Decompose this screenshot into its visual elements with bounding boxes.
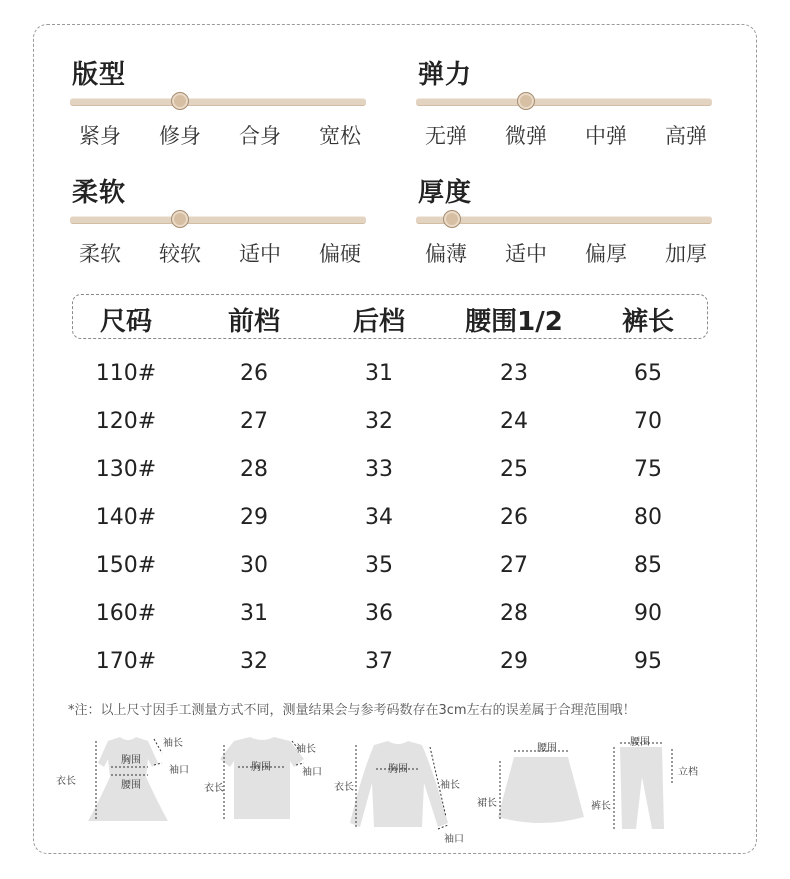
level-label: 微弹 xyxy=(505,124,547,148)
table-cell: 160# xyxy=(95,601,157,626)
table-cell: 170# xyxy=(95,649,157,674)
pants-rise-label: 立档 xyxy=(678,767,698,778)
slider-knob xyxy=(171,210,189,228)
table-cell: 70 xyxy=(634,409,662,434)
column-header: 前档 xyxy=(227,307,281,337)
table-cell: 36 xyxy=(365,601,393,626)
pants-length-label: 裤长 xyxy=(591,801,611,812)
table-cell: 29 xyxy=(240,505,268,530)
skirt-guide xyxy=(478,733,590,827)
level-label: 无弹 xyxy=(425,124,467,148)
thickness-slider-track xyxy=(416,216,712,224)
elasticity-slider-track xyxy=(416,98,712,106)
pants-icon xyxy=(620,747,664,829)
table-cell: 27 xyxy=(240,409,268,434)
pants-waist-label: 腰围 xyxy=(630,737,650,748)
dress-sleeve-label: 袖长 xyxy=(163,738,183,749)
table-cell: 32 xyxy=(240,649,268,674)
table-row xyxy=(0,601,790,631)
table-cell: 27 xyxy=(500,553,528,578)
level-label: 适中 xyxy=(505,242,547,266)
level-label: 加厚 xyxy=(665,242,707,266)
slider-knob xyxy=(171,92,189,110)
column-header: 裤长 xyxy=(621,307,675,337)
table-cell: 28 xyxy=(500,601,528,626)
softness-slider-track xyxy=(70,216,366,224)
table-cell: 24 xyxy=(500,409,528,434)
table-cell: 65 xyxy=(634,361,662,386)
table-cell: 80 xyxy=(634,505,662,530)
table-cell: 37 xyxy=(365,649,393,674)
sweater-cuff-label: 袖口 xyxy=(444,834,464,845)
tee-sleeve-label: 袖长 xyxy=(296,744,316,755)
column-header: 尺码 xyxy=(99,307,153,337)
table-cell: 26 xyxy=(500,505,528,530)
tee-length-label: 衣长 xyxy=(204,783,224,794)
table-cell: 120# xyxy=(95,409,157,434)
dress-length-label: 衣长 xyxy=(56,776,76,787)
attribute-title: 版型 xyxy=(72,60,127,90)
column-header: 腰围1/2 xyxy=(465,307,563,337)
skirt-length-label: 裙长 xyxy=(477,798,497,809)
table-cell: 140# xyxy=(95,505,157,530)
table-cell: 28 xyxy=(240,457,268,482)
attribute-title: 柔软 xyxy=(72,178,127,208)
level-label: 高弹 xyxy=(665,124,707,148)
table-row xyxy=(0,553,790,583)
level-label: 宽松 xyxy=(319,124,361,148)
attribute-title: 厚度 xyxy=(418,178,473,208)
table-cell: 30 xyxy=(240,553,268,578)
fit-slider-track xyxy=(70,98,366,106)
level-label: 合身 xyxy=(239,124,281,148)
pants-guide xyxy=(590,733,710,833)
table-row xyxy=(0,361,790,391)
dress-chest-label: 胸围 xyxy=(121,755,141,766)
table-cell: 110# xyxy=(95,361,157,386)
table-cell: 31 xyxy=(240,601,268,626)
attribute-title: 弹力 xyxy=(418,60,473,90)
table-cell: 150# xyxy=(95,553,157,578)
table-cell: 130# xyxy=(95,457,157,482)
table-cell: 35 xyxy=(365,553,393,578)
tshirt-icon xyxy=(220,737,304,819)
level-label: 偏薄 xyxy=(425,242,467,266)
sweater-sleeve-label: 袖长 xyxy=(440,780,460,791)
level-label: 柔软 xyxy=(79,242,121,266)
level-label: 适中 xyxy=(239,242,281,266)
sweater-length-label: 衣长 xyxy=(334,782,354,793)
sweater-chest-label: 胸围 xyxy=(388,764,408,775)
level-label: 紧身 xyxy=(79,124,121,148)
table-row xyxy=(0,505,790,535)
table-cell: 31 xyxy=(365,361,393,386)
dress-waist-label: 腰围 xyxy=(121,780,141,791)
table-cell: 33 xyxy=(365,457,393,482)
measurement-note: *注：以上尺寸因手工测量方式不同，测量结果会与参考码数存在3cm左右的误差属于合理范围哦！ xyxy=(68,703,636,718)
slider-knob xyxy=(443,210,461,228)
level-label: 中弹 xyxy=(585,124,627,148)
table-cell: 23 xyxy=(500,361,528,386)
sweater-icon xyxy=(350,741,448,827)
slider-knob xyxy=(517,92,535,110)
dress-cuff-label: 袖口 xyxy=(169,765,189,776)
table-row xyxy=(0,457,790,487)
table-cell: 34 xyxy=(365,505,393,530)
skirt-icon xyxy=(498,757,584,823)
skirt-waist-label: 腰围 xyxy=(537,743,557,754)
tee-chest-label: 胸围 xyxy=(251,762,271,773)
level-label: 较软 xyxy=(159,242,201,266)
table-cell: 26 xyxy=(240,361,268,386)
table-row xyxy=(0,649,790,679)
level-label: 修身 xyxy=(159,124,201,148)
level-label: 偏硬 xyxy=(319,242,361,266)
table-cell: 29 xyxy=(500,649,528,674)
table-cell: 95 xyxy=(634,649,662,674)
table-cell: 25 xyxy=(500,457,528,482)
table-cell: 75 xyxy=(634,457,662,482)
column-header: 后档 xyxy=(352,307,406,337)
table-cell: 90 xyxy=(634,601,662,626)
table-cell: 32 xyxy=(365,409,393,434)
level-label: 偏厚 xyxy=(585,242,627,266)
tee-cuff-label: 袖口 xyxy=(302,767,322,778)
table-cell: 85 xyxy=(634,553,662,578)
table-row xyxy=(0,409,790,439)
